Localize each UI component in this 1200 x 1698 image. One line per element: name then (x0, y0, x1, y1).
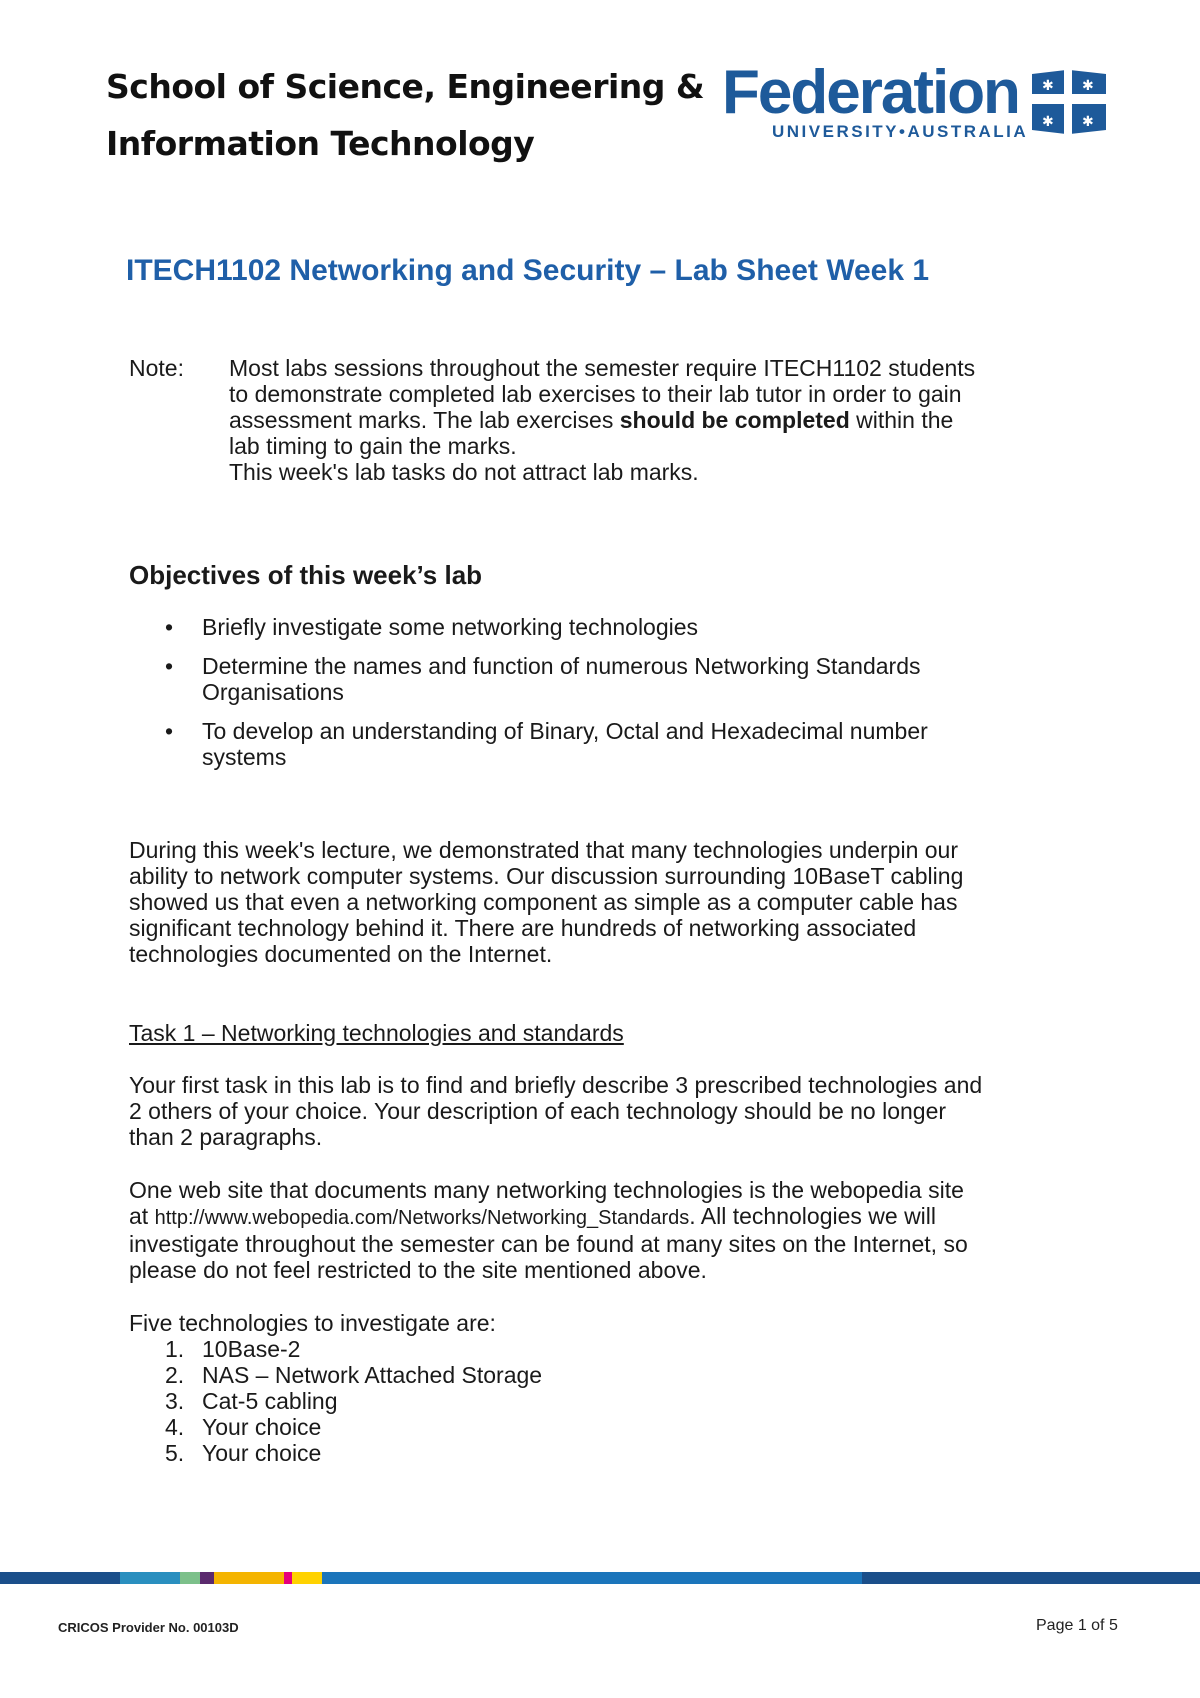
svg-text:✱: ✱ (1042, 114, 1054, 130)
list-item (129, 653, 989, 705)
list-item (129, 1414, 542, 1440)
stripe-segment (120, 1572, 180, 1584)
objective-text: To develop an understanding of Binary, Octal and Hexadecimal number systems (202, 718, 928, 770)
technologies-list (129, 1336, 542, 1466)
task1-paragraph2 (129, 1177, 989, 1283)
federation-university-logo (722, 58, 1112, 142)
stripe-segment (180, 1572, 200, 1584)
list-number: 2. (165, 1362, 185, 1388)
footer-color-stripe (0, 1572, 1200, 1584)
technology-text: Your choice (202, 1414, 322, 1440)
svg-text:✱: ✱ (1082, 114, 1094, 130)
bullet-icon: • (165, 653, 174, 679)
list-item (129, 614, 989, 640)
technology-text: Your choice (202, 1440, 322, 1466)
note-text-part2: within the lab timing to gain the marks. (229, 407, 954, 459)
technology-text: NAS – Network Attached Storage (202, 1362, 543, 1388)
note-text-bold: should be completed (619, 407, 850, 433)
school-name-line1: School of Science, Engineering & (106, 67, 705, 106)
technologies-intro: Five technologies to investigate are: (129, 1310, 496, 1336)
stripe-segment (862, 1572, 1200, 1584)
intro-paragraph: During this week's lecture, we demonstrated that many technologies underpin our ability to network computer systems. Our discussion surrounding 10BaseT cabling showed us that even a networking component as simple as a computer cable has significant technology behind it. There are hundreds of networking associated technologies documented on the Internet. (129, 837, 964, 967)
task1-para2-start: One web site that documents many networking technologies is the webopedia site at (129, 1177, 964, 1229)
page-number: Page 1 of 5 (1036, 1617, 1118, 1634)
stripe-segment (322, 1572, 862, 1584)
technology-text: 10Base-2 (202, 1336, 301, 1362)
flag-emblem-icon (1028, 68, 1108, 136)
list-item (129, 718, 989, 770)
list-item (129, 1440, 542, 1466)
bullet-icon: • (165, 614, 174, 640)
technology-text: Cat-5 cabling (202, 1388, 338, 1414)
note-label: Note: (129, 355, 184, 381)
objective-text: Briefly investigate some networking technologies (202, 614, 699, 640)
stripe-segment (214, 1572, 284, 1584)
svg-text:✱: ✱ (1082, 78, 1094, 94)
list-number: 3. (165, 1388, 185, 1414)
stripe-segment (200, 1572, 214, 1584)
school-name (106, 58, 706, 172)
list-item (129, 1388, 542, 1414)
note-text-line2: This week's lab tasks do not attract lab marks. (229, 459, 699, 485)
task1-paragraph1: Your first task in this lab is to find and briefly describe 3 prescribed technologies and 2 others of your choice. Your description of each technology should be no longer than 2 paragraphs. (129, 1072, 983, 1150)
list-item (129, 1362, 542, 1388)
stripe-segment (292, 1572, 322, 1584)
task1-para2-end: . All technologies we will investigate throughout the semester can be found at many sites on the Internet, so please do not feel restricted to the site mentioned above. (129, 1203, 968, 1283)
objective-text: Determine the names and function of numerous Networking Standards Organisations (202, 653, 921, 705)
objectives-heading: Objectives of this week’s lab (129, 560, 483, 590)
note-text-part1: Most labs sessions throughout the semester require ITECH1102 students to demonstrate completed lab exercises to their lab tutor in order to gain assessment marks. The lab exercises (229, 355, 976, 433)
stripe-segment (284, 1572, 292, 1584)
note-text (229, 355, 989, 485)
stripe-segment (0, 1572, 120, 1584)
list-item (129, 1336, 542, 1362)
logo-wordmark: Federation (722, 58, 1019, 127)
objectives-list (129, 614, 989, 783)
school-name-line2: Information Technology (106, 124, 535, 163)
list-number: 1. (165, 1336, 185, 1362)
list-number: 4. (165, 1414, 185, 1440)
svg-text:✱: ✱ (1042, 78, 1054, 94)
list-number: 5. (165, 1440, 185, 1466)
logo-subtitle: UNIVERSITY•AUSTRALIA (772, 122, 1029, 141)
page-title: ITECH1102 Networking and Security – Lab Sheet Week 1 (126, 254, 930, 287)
bullet-icon: • (165, 718, 174, 744)
cricos-number: CRICOS Provider No. 00103D (58, 1620, 239, 1635)
task1-heading: Task 1 – Networking technologies and standards (129, 1020, 624, 1046)
webopedia-link[interactable]: http://www.webopedia.com/Networks/Networking_Standards (154, 1207, 690, 1229)
